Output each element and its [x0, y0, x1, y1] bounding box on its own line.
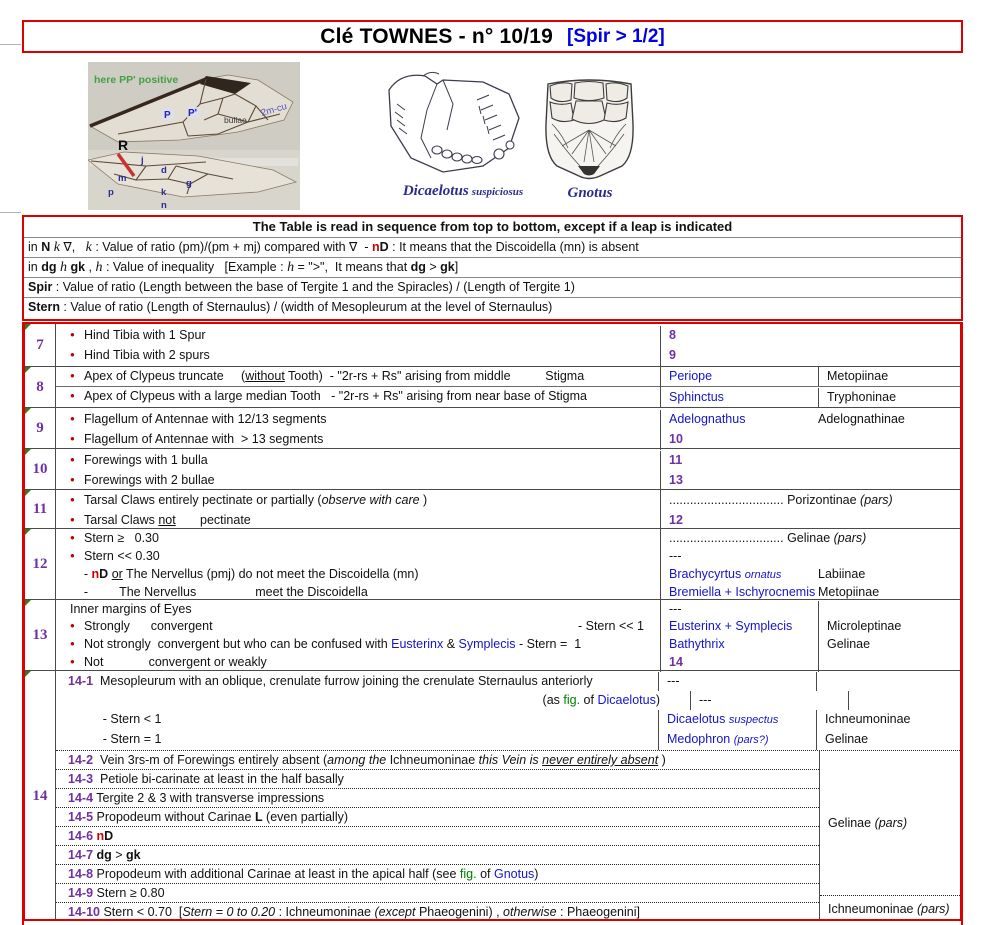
text-run: Spir [28, 280, 53, 294]
text-run: --- [669, 549, 682, 563]
text-run: (even partially) [262, 810, 349, 824]
text-run: Gelinae [825, 732, 869, 746]
choice-text [84, 619, 213, 633]
taxon-link[interactable]: Bremiella + Ischyrocnemis [669, 585, 816, 599]
taxon-link[interactable]: ornatus [744, 569, 782, 581]
text-run: ................................. Porizontinae [669, 493, 861, 507]
text-run: of [476, 867, 494, 881]
text-run: L [254, 810, 263, 824]
text-run: ) [658, 753, 666, 767]
family-result [818, 567, 865, 581]
leap-target [661, 654, 818, 672]
page-title-tag: [Spir > 1/2] [567, 25, 665, 47]
text-run: (except [374, 905, 416, 919]
family-result-leader [661, 491, 960, 511]
bullet-icon [70, 430, 84, 450]
legend-line-k [24, 238, 961, 258]
text-run: gk [126, 848, 141, 862]
green-corner-marker [25, 529, 31, 535]
result-placeholder [669, 548, 818, 565]
choice-text [68, 732, 161, 746]
leap-target [669, 430, 818, 449]
gnotus-caption-text: Gnotus [567, 185, 613, 201]
genus-result [659, 730, 816, 750]
gnotus-figure [542, 74, 637, 181]
choice-text [84, 348, 210, 362]
genus-result [661, 636, 818, 654]
text-run: ] [454, 260, 459, 274]
green-corner-marker [25, 367, 31, 373]
bullet-icon [70, 367, 84, 387]
text-run: n [371, 240, 380, 254]
text-run: : Phaeogenini] [556, 905, 640, 919]
text-run: 14-5 [68, 810, 94, 824]
choice-text [84, 412, 327, 426]
text-run: Not convergent or weakly [84, 655, 267, 669]
family-result [848, 691, 960, 710]
choice-text [70, 602, 192, 616]
text-run: D [99, 567, 109, 581]
margin-gridline [0, 44, 21, 45]
taxon-link[interactable]: Dicaelotus [667, 712, 729, 726]
bullet-icon [70, 548, 84, 566]
text-run: = ">", It means that [294, 260, 411, 274]
text-run: --- [669, 602, 682, 616]
green-corner-marker [25, 490, 31, 496]
choice-text [84, 637, 581, 651]
choice-text [68, 712, 161, 726]
text-run: Stern [28, 300, 60, 314]
text-run: Stern < 0.70 [ [99, 905, 183, 919]
text-run: Ichneumoninae [386, 753, 479, 767]
row-number: 12 [32, 555, 48, 572]
genus-result [669, 566, 818, 584]
bullet-icon [70, 346, 84, 366]
family-result [818, 367, 960, 386]
wing-label-g: g [186, 178, 192, 189]
row-number: 10 [32, 460, 48, 477]
choice-text [84, 655, 267, 669]
text-run: - Stern = 1 [515, 637, 582, 651]
text-run: 11 [669, 453, 683, 467]
taxon-link[interactable]: Brachycyrtus [669, 567, 745, 581]
text-run: --- [699, 693, 712, 707]
text-run: Flagellum of Antennae with > 13 segments [84, 432, 324, 446]
key-row-14-5 [56, 807, 819, 826]
text-run: > [111, 848, 127, 862]
text-run: 14-8 [68, 867, 94, 881]
taxon-link[interactable]: Medophron [667, 732, 734, 746]
text-run: Tarsal Claws entirely pectinate or partially ( [84, 493, 322, 507]
row-number-cell [25, 367, 56, 407]
wing-label-p: p [108, 187, 114, 198]
legend-line-stern [24, 298, 961, 317]
leap-target [669, 471, 818, 490]
bullet-icon [70, 654, 84, 672]
text-run: Tooth) - "2r-rs + Rs" arising from middle Stigma [284, 368, 585, 383]
bullet-icon [70, 326, 84, 346]
text-run: Forewings with 2 bullae [84, 473, 215, 487]
family-result [818, 585, 879, 599]
bullet-icon [70, 511, 84, 531]
text-run: ................................. Gelinae [669, 531, 834, 545]
text-run: k [53, 240, 60, 255]
text-run: : Value of inequality [Example : [102, 260, 288, 274]
wing-label-j: j [141, 155, 144, 166]
row-number: 13 [32, 626, 48, 643]
taxon-link[interactable]: Symplecis [458, 637, 516, 651]
choice-text [84, 473, 215, 487]
text-run: & [443, 637, 459, 651]
text-run: this Vein is [478, 753, 543, 767]
next-section-border [22, 919, 963, 925]
family-result [818, 412, 905, 426]
text-run: 14-6 [68, 829, 94, 843]
key-table [22, 322, 963, 921]
leap-target [669, 451, 818, 470]
text-run: The Nervellus (pmj) do not meet the Discoidella (mn) [122, 567, 419, 581]
text-run: Petiole bi-carinate at least in the half basally [93, 772, 344, 786]
text-run: h [95, 260, 103, 275]
wing-label-P: P [164, 110, 171, 121]
taxon-link[interactable]: Sphinctus [669, 389, 724, 404]
choice-text [68, 674, 593, 688]
key-row-10 [25, 449, 960, 490]
text-run: Not strongly convergent but who can be confused with [84, 637, 392, 651]
taxon-link[interactable]: Gnotus [493, 867, 535, 881]
key-row-14-1 [56, 671, 960, 751]
choice-text [84, 432, 323, 446]
text-run: Tarsal Claws [84, 513, 159, 527]
key-row-14-3 [56, 769, 819, 788]
bullet-icon [70, 636, 84, 654]
text-run: (as [542, 693, 564, 707]
text-run: : It means that the Discoidella (mn) is absent [388, 240, 639, 254]
bullet-icon [70, 530, 84, 548]
taxon-link[interactable]: Eusterinx + Symplecis [669, 619, 793, 633]
taxon-link[interactable]: Eusterinx [391, 637, 444, 651]
family-result [816, 710, 960, 730]
text-run: Stern << 0.30 [84, 549, 160, 563]
family-result-14-10 [820, 895, 960, 921]
text-run: Adelognathinae [818, 412, 905, 426]
text-run: fig. [563, 693, 581, 707]
text-run: or [111, 567, 123, 581]
text-run: ∇, [59, 240, 86, 254]
text-run: pectinate [175, 513, 251, 527]
text-run: h [59, 260, 67, 275]
wing-label-P-prime: P' [188, 108, 198, 119]
text-run: 8 [669, 328, 676, 342]
text-run: D [379, 240, 389, 254]
wing-photo-figure [88, 62, 300, 210]
text-run: Stern ≥ 0.30 [84, 531, 159, 545]
text-run: n [96, 829, 105, 843]
taxon-link[interactable]: Periope [669, 369, 713, 383]
genus-result [669, 410, 818, 429]
genus-result [659, 710, 816, 730]
row-number-cell [25, 324, 56, 366]
taxon-link[interactable]: Dicaelotus [597, 693, 656, 707]
bullet-icon [70, 491, 84, 511]
family-result [816, 672, 960, 691]
key-row-14-7 [56, 845, 819, 864]
table-reading-rule: The Table is read in sequence from top to bottom, except if a leap is indicated [24, 217, 961, 238]
text-run: of [580, 693, 598, 707]
family-result [818, 636, 960, 654]
key-row-14-2 [56, 751, 819, 769]
genus-result [661, 618, 818, 636]
key-row-12 [25, 529, 960, 600]
text-run: (pars) [833, 531, 867, 545]
text-run: dg [41, 260, 57, 274]
text-run: Metopiinae [827, 369, 889, 383]
text-run: : Value of ratio (Length between the base of Tergite 1 and the Spiracles) / (Length of Tergite 1) [52, 280, 575, 294]
text-run: Inner margins of Eyes [70, 602, 192, 616]
text-run: Vein 3rs-m of Forewings entirely absent ( [93, 753, 328, 767]
text-run: - Stern < 1 [68, 712, 162, 726]
text-run: in [28, 240, 42, 254]
choice-text [84, 453, 208, 467]
text-run: 14-2 [68, 753, 94, 767]
choice-text [84, 369, 584, 383]
text-run: 13 [669, 473, 683, 487]
result-placeholder [691, 691, 848, 710]
text-run: fig. [459, 867, 477, 881]
genus-result [661, 367, 818, 386]
result-placeholder [661, 601, 818, 618]
text-run: 14-9 [68, 886, 94, 900]
taxon-link[interactable]: Bathythrix [669, 637, 725, 651]
text-run: Stern = 0 to 0.20 [182, 905, 276, 919]
text-run: Tryphoninae [827, 389, 897, 404]
text-run: (pars) [916, 901, 950, 916]
text-run: Metopiinae [818, 585, 880, 599]
text-run: Flagellum of Antennae with 12/13 segments [84, 412, 327, 426]
text-run: Labiinae [818, 567, 866, 581]
legend-box [22, 215, 963, 321]
text-run: - The Nervellus meet the Discoidella [70, 585, 368, 599]
row-number-cell [25, 408, 56, 448]
bullet-icon [70, 387, 84, 407]
text-run: n [91, 567, 100, 581]
text-run: , [85, 260, 96, 274]
text-run: 14-10 [68, 905, 100, 919]
row-number-cell [25, 449, 56, 489]
text-run: without [245, 368, 285, 383]
family-result [818, 654, 960, 672]
key-row-14-4 [56, 788, 819, 807]
green-corner-marker [25, 324, 31, 330]
text-run: k [85, 240, 92, 255]
text-run: Propodeum without Carinae [93, 810, 255, 824]
text-run: --- [667, 674, 680, 688]
family-result [818, 388, 960, 407]
margin-gridline [0, 212, 21, 213]
text-run: D [104, 829, 114, 843]
gnotus-drawing [542, 74, 637, 181]
result-placeholder [659, 672, 816, 691]
text-run: Tergite 2 & 3 with transverse impressions [93, 791, 325, 805]
text-run: never entirely absent [542, 753, 659, 767]
genus-result [669, 584, 818, 601]
green-corner-marker [25, 671, 31, 677]
key-row-11 [25, 490, 960, 529]
choice-text [70, 567, 419, 581]
wing-label-2m-cu: 2m-cu [259, 101, 289, 119]
text-run: 14 [669, 655, 683, 669]
text-run: among the [327, 753, 387, 767]
text-run: Gelinae [828, 816, 875, 830]
wing-label-d: d [161, 165, 167, 176]
choice-text [70, 585, 368, 599]
text-run: observe with care [321, 493, 420, 507]
dicaelotus-caption-species: suspiciosus [471, 186, 524, 198]
gnotus-caption [540, 185, 640, 202]
text-run: Apex of Clypeus truncate ( [84, 368, 246, 383]
title-bar [22, 20, 963, 53]
text-run: in [28, 260, 42, 274]
choice-text [84, 513, 251, 527]
text-run: - [70, 567, 92, 581]
text-run: 14-7 [68, 848, 94, 862]
text-run: Hind Tibia with 2 spurs [84, 348, 210, 362]
text-run: Phaeogenini) , [415, 905, 504, 919]
text-run: - Stern = 1 [68, 732, 162, 746]
dicaelotus-drawing [383, 70, 538, 182]
wing-note-text: here PP' positive [94, 74, 179, 86]
taxon-link[interactable]: suspectus [728, 714, 779, 726]
genus-result [661, 388, 818, 407]
row-number-cell [25, 529, 56, 599]
text-run: Stern ≥ 0.80 [93, 886, 165, 900]
wing-label-bullae: bullae [224, 115, 247, 125]
bullet-icon [70, 451, 84, 471]
key-row-9 [25, 408, 960, 449]
key-row-8 [25, 367, 960, 408]
row-number: 14 [32, 787, 48, 804]
key-row-14 [25, 671, 960, 921]
text-run: dg [96, 848, 112, 862]
legend-line-spir [24, 278, 961, 298]
key-row-14-8 [56, 864, 819, 883]
text-run: - Stern << 1 [577, 619, 644, 633]
text-run: otherwise [503, 905, 557, 919]
text-run: 12 [669, 513, 683, 527]
key-row-14-9 [56, 883, 819, 902]
leap-target [669, 326, 818, 345]
family-result [816, 730, 960, 750]
text-run: (pars) [874, 816, 908, 830]
family-result [818, 618, 960, 636]
family-result-leader [661, 530, 960, 548]
text-run: N [41, 240, 51, 254]
choice-text [84, 549, 160, 563]
bullet-icon [70, 471, 84, 491]
text-run: : Value of ratio (Length of Sternaulus) / (width of Mesopleurum at the level of Sternaulus) [59, 300, 553, 314]
row-number: 8 [36, 378, 44, 395]
text-run: (pars) [860, 493, 893, 507]
stern-condition [578, 618, 644, 635]
dicaelotus-caption [383, 183, 543, 200]
key-row-13 [25, 600, 960, 671]
text-run: 9 [669, 348, 676, 362]
legend-line-h [24, 258, 961, 278]
taxon-link[interactable]: (pars?) [733, 734, 769, 746]
text-run: dg [410, 260, 426, 274]
text-run: ) [534, 867, 539, 881]
row-number: 11 [32, 500, 48, 517]
text-run: Microleptinae [827, 619, 902, 633]
bullet-icon [70, 618, 84, 636]
dicaelotus-figure [383, 70, 538, 182]
text-run: gk [70, 260, 86, 274]
text-run: Ichneumoninae [825, 712, 911, 726]
wing-label-n: n [161, 200, 167, 210]
row-number: 7 [36, 336, 44, 353]
text-run: : Ichneumoninae [275, 905, 375, 919]
taxon-link[interactable]: Adelognathus [669, 412, 746, 426]
text-run: Propodeum with additional Carinae at least in the apical half (see [93, 867, 460, 881]
wing-label-k: k [161, 187, 167, 198]
text-run: ) [655, 693, 660, 707]
text-run: not [158, 513, 176, 527]
dicaelotus-caption-genus: Dicaelotus [402, 183, 469, 199]
wing-label-R: R [118, 137, 129, 153]
text-run: Forewings with 1 bulla [84, 453, 208, 467]
row-number-cell [25, 600, 56, 670]
text-run: ) [419, 493, 428, 507]
row-number: 9 [36, 419, 44, 436]
page-title: Clé TOWNES - n° 10/19 [320, 24, 554, 48]
bullet-icon [70, 410, 84, 430]
row-number-cell [25, 671, 56, 921]
text-run: Mesopleurum with an oblique, crenulate furrow joining the crenulate Sternaulus anteriorly [93, 674, 593, 688]
text-run: 14-3 [68, 772, 94, 786]
leap-target [669, 346, 818, 365]
choice-text [84, 328, 206, 342]
key-row-14-6 [56, 826, 819, 845]
family-result [818, 601, 960, 618]
green-corner-marker [25, 408, 31, 414]
green-corner-marker [25, 449, 31, 455]
leap-target [669, 511, 818, 529]
text-run: Hind Tibia with 1 Spur [84, 328, 206, 342]
choice-text [84, 389, 587, 403]
text-run: > [425, 260, 441, 274]
text-run: Gelinae [827, 637, 871, 651]
text-run: Apex of Clypeus with a large median Tooth - "2r-rs + Rs" arising from near base of Stigma [84, 389, 587, 403]
figure-reference [543, 693, 660, 707]
row-number-cell [25, 490, 56, 528]
text-run: Strongly convergent [84, 619, 213, 633]
family-result-merged [820, 751, 960, 895]
choice-text [84, 531, 159, 545]
wing-label-m: m [118, 173, 127, 184]
key-row-7 [25, 324, 960, 367]
text-run: gk [440, 260, 455, 274]
text-run: 14-1 [68, 674, 94, 688]
green-corner-marker [25, 600, 31, 606]
text-run: Ichneumoninae [828, 901, 917, 916]
text-run: : Value of ratio (pm)/(pm + mj) compared with ∇ - [91, 240, 372, 254]
choice-text [84, 493, 427, 507]
text-run: 10 [669, 432, 683, 446]
text-run: h [287, 260, 295, 275]
forewing-hindwing-photo [88, 62, 300, 210]
text-run: 14-4 [68, 791, 94, 805]
